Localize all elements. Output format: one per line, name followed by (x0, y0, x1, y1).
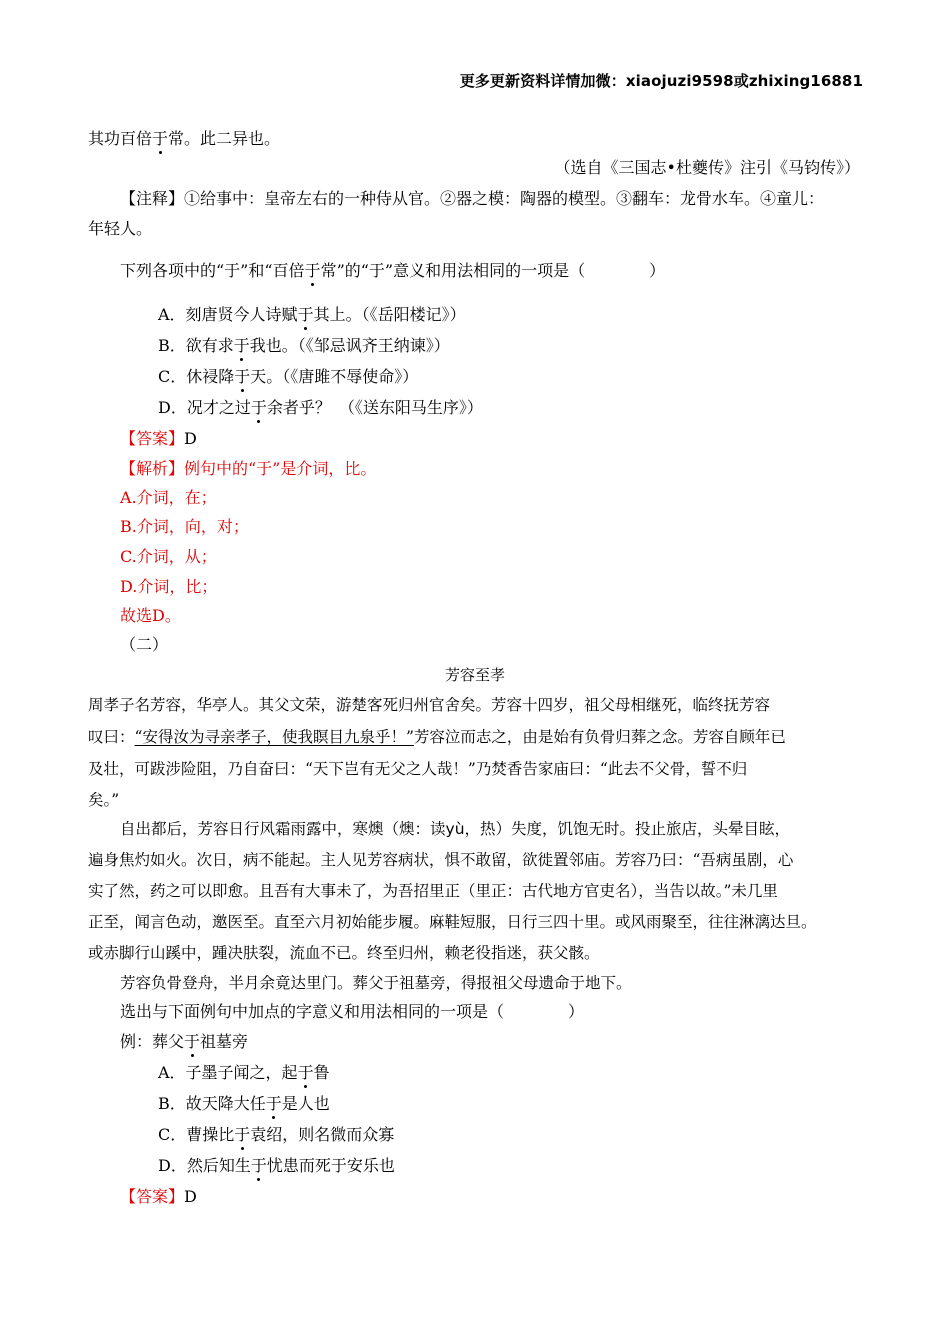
paragraph-1-line-2 (88, 726, 786, 748)
option2-b (158, 1093, 330, 1115)
underlined-sentence: “安得汝为寻亲孝子，使我瞑目九泉乎！” (134, 728, 414, 746)
text-segment: ，热）失度，饥饱无时。投止旅店，头晕目眩， (464, 820, 791, 838)
option-a (158, 304, 466, 326)
paragraph-3: 芳容负骨登舟，半月余竟达里门。葬父于祖墓旁，得报祖父母遗命于地下。 (120, 974, 632, 992)
option2-d (158, 1155, 395, 1177)
paragraph-1-line-3: 及壮，可跋涉险阻，乃自奋曰：“天下岂有无父之人哉！”乃焚香告家庙曰：“此去不父骨，誓不归 (88, 760, 748, 778)
analysis-item-b: B.介词，向，对； (120, 517, 249, 536)
dotted-char: 于 (304, 261, 321, 280)
passage-continuation (88, 128, 280, 150)
text-segment: 余者乎？ （《送东阳马生序》） (266, 398, 483, 417)
paragraph-2-line-5: 或赤脚行山蹊中，踵决肤裂，流血不已。终至归州，赖老役指迷，获父骸。 (88, 944, 600, 962)
text-segment: 自出都后，芳容日行风霜雨露中，寒燠（燠：读 (120, 820, 446, 838)
text-segment: 常”的“于”意义和用法相同的一项是（ ） (320, 261, 666, 280)
dotted-char: 于 (234, 1125, 251, 1144)
pinyin: yù (445, 820, 465, 838)
dotted-char: 于 (184, 1032, 201, 1051)
paragraph-2-line-1 (120, 818, 790, 840)
text-segment: D．然后知生 (158, 1156, 251, 1175)
text-segment: 其功百倍 (88, 129, 153, 148)
text-segment: 袁绍，则名微而众寡 (250, 1125, 395, 1144)
text-segment: C．曹操比 (158, 1125, 235, 1144)
header-contact: 更多更新资料详情加微：xiaojuzi9598或zhixing16881 (459, 72, 863, 90)
section-label: （二） (120, 635, 169, 654)
text-segment: D．况才之过 (158, 398, 251, 417)
text-segment: 祖墓旁 (200, 1032, 249, 1051)
passage-title: 芳容至孝 (444, 666, 505, 684)
analysis-item-d: D.介词，比； (120, 577, 218, 596)
option-b (158, 335, 450, 357)
dotted-char: 于 (233, 336, 250, 355)
text-segment: 是人也 (281, 1094, 330, 1113)
text-segment: B．欲有求 (158, 336, 234, 355)
option2-c (158, 1124, 394, 1146)
text-segment: 忧患而死于安乐也 (266, 1156, 395, 1175)
dotted-char: 于 (297, 305, 314, 324)
dotted-char: 于 (250, 1156, 267, 1175)
text-segment: D (184, 429, 197, 448)
example-sentence (120, 1031, 248, 1053)
paragraph-2-line-3: 实了然，药之可以即愈。且吾有大事未了，为吾招里正（里正：古代地方官吏名），当告以故。”未几里 (88, 882, 778, 900)
analysis-item-a: A.介词，在； (120, 488, 217, 507)
analysis-conclusion: 故选D。 (120, 606, 181, 625)
text-segment: 【答案】 (120, 1187, 185, 1206)
text-segment: A．子墨子闻之，起 (158, 1063, 298, 1082)
dotted-char: 于 (152, 129, 169, 148)
text-segment: 芳容泣而志之，由是始有负骨归葬之念。芳容自顾年已 (413, 728, 786, 746)
note-line-2: 年轻人。 (88, 219, 153, 238)
text-segment: 其上。（《岳阳楼记》） (313, 305, 466, 324)
question-1 (120, 260, 665, 282)
dotted-char: 于 (250, 398, 267, 417)
text-segment: 【答案】 (120, 429, 185, 448)
text-segment: 我也。（《邹忌讽齐王纳谏》） (249, 336, 450, 355)
question-2: 选出与下面例句中加点的字意义和用法相同的一项是（ ） (120, 1002, 585, 1021)
analysis-1: 【解析】例句中的“于”是介词，比。 (120, 459, 377, 478)
source-citation: （选自《三国志•杜夔传》注引《马钧传》） (554, 158, 860, 177)
paragraph-2-line-2: 遍身焦灼如火。次日，病不能起。主人见芳容病状，惧不敢留，欲徙置邻庙。芳容乃曰：“吾病虽剧，心 (88, 851, 794, 869)
answer-2 (120, 1186, 197, 1208)
dotted-char: 于 (265, 1094, 282, 1113)
answer-1 (120, 428, 197, 450)
paragraph-2-line-4: 正至，闻言色动，邀医至。直至六月初始能步履。麻鞋短服，日行三四十里。或风雨聚至，往往淋漓达旦。 (88, 913, 817, 931)
text-segment: B．故天降大任 (158, 1094, 266, 1113)
analysis-item-c: C.介词，从； (120, 547, 217, 566)
dotted-char: 于 (234, 367, 251, 386)
text-segment: 鲁 (313, 1063, 330, 1082)
dotted-char: 于 (297, 1063, 314, 1082)
option-c (158, 366, 418, 388)
text-segment: 例：葬父 (120, 1032, 185, 1051)
text-segment: 下列各项中的“于”和“百倍 (120, 261, 305, 280)
text-segment: 常。此二异也。 (168, 129, 281, 148)
text-segment: 叹曰： (88, 728, 135, 746)
option2-a (158, 1062, 330, 1084)
note-line-1: 【注释】①给事中：皇帝左右的一种侍从官。②器之模：陶器的模型。③翻车：龙骨水车。④童儿： (120, 189, 825, 208)
paragraph-1-line-1: 周孝子名芳容，华亭人。其父文荣，游楚客死归州官舍矣。芳容十四岁，祖父母相继死，临终抚芳容 (88, 696, 771, 714)
option-d (158, 397, 483, 419)
text-segment: 天。（《唐雎不辱使命》） (250, 367, 419, 386)
paragraph-1-line-4: 矣。” (88, 791, 120, 809)
text-segment: A．刻唐贤今人诗赋 (158, 305, 298, 324)
text-segment: C．休祲降 (158, 367, 235, 386)
text-segment: D (184, 1187, 197, 1206)
